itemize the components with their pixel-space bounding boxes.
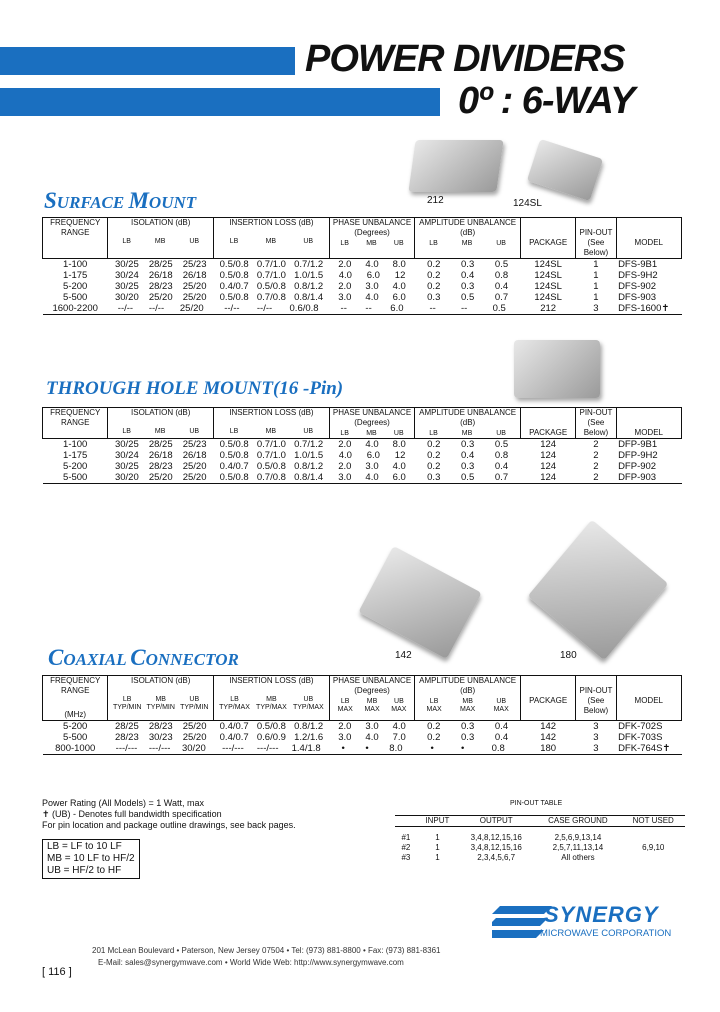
section-through-hole-mount: THROUGH HOLE MOUNT(16 -Pin) (46, 378, 344, 399)
table-cell: 0.7/1.0 (256, 259, 286, 270)
pinout-row: #1 1 3,4,8,12,15,16 2,5,6,9,13,14 (401, 833, 602, 842)
table-cell: DFS-1600✝ (618, 303, 670, 314)
table-row (43, 281, 682, 292)
table-cell: 6.0 (366, 450, 380, 461)
table-cell: 28/25 (148, 259, 173, 270)
pin-location-note: For pin location and package outline drawings, see back pages. (42, 820, 296, 830)
table-cell: 0.4/0.7 (219, 461, 249, 472)
table-cell: 0.5/0.8 (219, 450, 249, 461)
table-cell: 0.3 (461, 259, 475, 270)
notes-block (42, 798, 296, 831)
table-cell: 4.0 (392, 721, 406, 732)
table-cell: DFK-764S✝ (618, 743, 671, 754)
table-cell: 0.4 (494, 461, 509, 472)
brand-subtitle: MICROWAVE CORPORATION (540, 928, 672, 939)
table-cell: 212 (540, 303, 557, 314)
package-142-label: 142 (395, 650, 412, 661)
table-cell: 30/25 (114, 439, 139, 450)
table-cell: 25/20 (182, 461, 207, 472)
table-header-row: FREQUENCY RANGE ISOLATION (dB) LB MB UB INSERTION LOSS (dB) LB MB UB PHASE UNBALANCE (Degrees) LB MB UB AMPLITUDE UNBALANCE (dB) LB MB UB PACKAGE PIN-OUT (See Below) MODEL (43, 218, 682, 259)
table-cell: 28/23 (148, 281, 173, 292)
table-cell: 30/24 (114, 450, 139, 461)
table-cell: 12 (394, 270, 406, 281)
table-cell: 0.5/0.8 (256, 461, 286, 472)
table-cell: 2 (593, 450, 599, 461)
table-cell: DFS-9B1 (618, 259, 658, 270)
table-cell: 124 (540, 439, 557, 450)
table-cell: --/-- (256, 303, 273, 314)
table-cell: 26/18 (182, 450, 207, 461)
table-cell: 5-500 (63, 292, 88, 303)
table-cell: 0.8 (491, 743, 505, 754)
table-cell: 1-100 (63, 259, 88, 270)
table-cell: 180 (540, 743, 557, 754)
table-cell: 0.7/1.2 (294, 259, 324, 270)
table-cell: 30/20 (181, 743, 206, 754)
table-cell: DFP-9B1 (618, 439, 658, 450)
table-cell: 0.3 (427, 292, 441, 303)
table-cell: 2.0 (338, 439, 352, 450)
table-cell: 4.0 (365, 439, 379, 450)
table-row (43, 472, 682, 484)
through-hole-table: FREQUENCY RANGE ISOLATION (dB) LB MB UB INSERTION LOSS (dB) LB MB UB PHASE UNBALANCE (Degrees) LB MB UB AMPLITUDE UNBALANCE (dB) LB MB UB PACKAGE PIN-OUT (See Below) MODEL 1-100 30/25 28/25 25/23 0.5/0.8 0.7/1.0 0.7/1.2 2.0 4.0 8.0 0.2 0.3 0.5 124 2 DFP-9B1 1-175 30/24 26/18 26/18 0.5/0.8 0.7/1.0 1.0/1.5 4.0 6.0 12 0.2 0.4 0.8 124 2 DFP-9H2 5-200 30/25 28/23 25/20 0.4/0.7 0.5/0.8 0.8/1.2 2.0 3.0 4.0 0.2 0.3 0.4 124 2 DFP-902 5-500 30/20 25/20 25/20 0.5/0.8 0.7/0.8 0.8/1.4 3.0 4.0 6.0 0.3 0.5 0.7 124 2 DFP-903 (42, 407, 682, 484)
table-cell: 124 (540, 450, 557, 461)
table-row (43, 292, 682, 303)
table-cell: 1-175 (63, 270, 88, 281)
table-row (43, 450, 682, 461)
table-cell: 4.0 (392, 461, 406, 472)
header-bar-2 (0, 88, 440, 116)
table-cell: 124SL (534, 270, 562, 281)
table-cell: 0.8 (494, 450, 509, 461)
pinout-table (395, 815, 685, 863)
table-cell: ---/--- (256, 743, 279, 754)
table-cell: ---/--- (148, 743, 171, 754)
table-cell: 0.5 (492, 303, 506, 314)
table-cell: 30/20 (114, 472, 139, 483)
table-cell: 0.3 (461, 461, 475, 472)
table-cell: 124SL (534, 259, 562, 270)
table-cell: 0.3 (461, 281, 475, 292)
table-cell: 0.2 (427, 439, 441, 450)
table-cell: 25/23 (182, 259, 207, 270)
table-cell: 25/20 (148, 472, 173, 483)
table-cell: 25/20 (148, 292, 173, 303)
table-cell: DFS-9H2 (618, 270, 658, 281)
table-cell: 1.4/1.8 (291, 743, 321, 754)
table-cell: DFS-902 (618, 281, 657, 292)
table-cell: 0.4/0.7 (219, 281, 249, 292)
table-cell: 2 (593, 461, 599, 472)
table-cell: 0.2 (427, 450, 441, 461)
table-row (43, 721, 682, 733)
title-line-1: POWER DIVIDERS (305, 38, 625, 80)
table-cell: DFP-9H2 (618, 450, 658, 461)
table-cell: 30/23 (148, 732, 173, 743)
table-cell: 0.7/0.8 (256, 292, 286, 303)
table-cell: 0.3 (461, 439, 475, 450)
table-cell: 2.0 (338, 259, 352, 270)
table-cell: 25/23 (182, 439, 207, 450)
table-cell: 0.3 (461, 732, 475, 743)
table-cell: DFS-903 (618, 292, 657, 303)
pinout-table-title: PIN-OUT TABLE (510, 800, 563, 807)
table-cell: 0.2 (427, 732, 441, 743)
table-cell: 0.5/0.8 (219, 472, 249, 483)
table-cell: ---/--- (115, 743, 138, 754)
table-cell: 0.3 (427, 472, 441, 483)
section-coaxial-connector: COAXIAL CONNECTOR (48, 645, 239, 670)
table-cell: 30/20 (114, 292, 139, 303)
table-cell: 142 (540, 721, 557, 732)
table-cell: 3.0 (365, 281, 379, 292)
table-cell: 0.5/0.8 (219, 439, 249, 450)
table-cell: 4.0 (338, 450, 352, 461)
table-cell: 5-500 (63, 472, 88, 483)
table-cell: 0.8/1.2 (294, 721, 324, 732)
table-cell: 0.4/0.7 (219, 732, 249, 743)
table-cell: 2.0 (338, 721, 352, 732)
table-cell: 0.5/0.8 (219, 259, 249, 270)
table-cell: 0.2 (427, 259, 441, 270)
table-cell: 0.2 (427, 721, 441, 732)
table-cell: 0.7/0.8 (256, 472, 286, 483)
table-cell: 25/20 (182, 721, 207, 732)
coaxial-connector-table: FREQUENCY RANGE (MHz) ISOLATION (dB) LB TYP/MIN MB TYP/MIN UB TYP/MIN INSERTION LOSS (dB) LB TYP/MAX MB TYP/MAX UB TYP/MAX PHASE UNBALANCE (Degrees) LB MAX MB MAX UB MAX AMPLITUDE UNBALANCE (dB) LB MAX MB MAX UB MAX PACKAGE PIN-OUT (See Below) MODEL 5-200 28/25 28/23 25/20 0.4/0.7 0.5/0.8 0.8/1.2 2.0 3.0 4.0 0.2 0.3 0.4 142 3 DFK-702S 5-500 28/23 30/23 25/20 0.4/0.7 0.6/0.9 1.2/1.6 3.0 4.0 7.0 0.2 0.3 0.4 142 3 DFK-703S 800-1000 ---/--- ---/--- 30/20 ---/--- ---/--- 1.4/1.8 • • 8.0 • • 0.8 180 3 DFK-764S✝ (42, 675, 682, 755)
table-cell: 0.7/1.0 (256, 270, 286, 281)
table-cell: 124SL (534, 281, 562, 292)
table-cell: 1.0/1.5 (294, 450, 324, 461)
table-cell: 5-200 (63, 281, 88, 292)
table-cell: 26/18 (148, 450, 173, 461)
package-124sl-label: 124SL (513, 198, 542, 209)
table-cell: 3 (593, 303, 599, 314)
table-cell: 0.7 (494, 292, 509, 303)
table-cell: 0.2 (427, 281, 441, 292)
table-cell: 3.0 (338, 292, 352, 303)
table-cell: 28/25 (114, 721, 139, 732)
table-cell: 6.0 (392, 472, 406, 483)
table-cell: 1 (593, 292, 599, 303)
table-cell: 6.0 (390, 303, 404, 314)
table-cell: 0.4 (494, 721, 509, 732)
table-cell: 0.4 (494, 732, 509, 743)
table-cell: 1 (593, 270, 599, 281)
table-cell: DFP-902 (618, 461, 657, 472)
table-cell: 5-500 (63, 732, 88, 743)
table-cell: 30/24 (114, 270, 139, 281)
table-cell: 0.7/1.2 (294, 439, 324, 450)
pinout-row: #2 1 3,4,8,12,15,16 2,5,7,11,13,14 6,9,10 (401, 843, 665, 852)
table-row (43, 270, 682, 281)
table-cell: 7.0 (392, 732, 406, 743)
table-cell: 25/20 (182, 472, 207, 483)
table-cell: 3.0 (338, 732, 352, 743)
page-number: [ 116 ] (42, 966, 72, 978)
table-cell: 0.6/0.8 (289, 303, 319, 314)
table-cell: 26/18 (148, 270, 173, 281)
table-cell: 0.8/1.4 (294, 292, 324, 303)
table-cell: 0.7 (494, 472, 509, 483)
table-cell: 1.2/1.6 (294, 732, 324, 743)
table-cell: • (365, 743, 369, 754)
table-cell: 0.7/1.0 (256, 450, 286, 461)
table-cell: 3 (593, 721, 599, 732)
table-cell: ---/--- (222, 743, 244, 754)
table-row (43, 743, 682, 755)
table-cell: 3 (593, 732, 599, 743)
table-cell: 4.0 (365, 472, 379, 483)
table-cell: 3.0 (338, 472, 352, 483)
table-cell: 8.0 (392, 259, 406, 270)
table-cell: 4.0 (392, 281, 406, 292)
package-212-photo (408, 140, 503, 192)
table-cell: 3.0 (365, 721, 379, 732)
table-cell: 2 (593, 439, 599, 450)
section-surface-mount: SURFACE MOUNT (44, 188, 197, 213)
table-cell: 0.5/0.8 (256, 721, 286, 732)
table-cell: DFP-903 (618, 472, 657, 483)
table-cell: 5-200 (63, 461, 88, 472)
table-cell: 1600-2200 (52, 303, 98, 314)
table-cell: 1-100 (63, 439, 88, 450)
table-cell: 0.6/0.9 (256, 732, 286, 743)
pinout-row: #3 1 2,3,4,5,6,7 All others (401, 853, 595, 862)
table-cell: -- (365, 303, 372, 314)
band-legend: LB = LF to 10 LF MB = 10 LF to HF/2 UB = HF/2 to HF (42, 839, 140, 879)
table-cell: 0.5 (494, 259, 509, 270)
table-row (43, 461, 682, 472)
table-cell: 28/23 (148, 721, 173, 732)
table-cell: 124 (540, 472, 557, 483)
table-cell: 28/23 (148, 461, 173, 472)
table-cell: DFK-702S (618, 721, 663, 732)
table-cell: 142 (540, 732, 557, 743)
table-cell: 4.0 (365, 259, 379, 270)
table-row (43, 732, 682, 743)
table-cell: 1.0/1.5 (294, 270, 324, 281)
table-cell: 28/25 (148, 439, 173, 450)
table-cell: 0.8 (494, 270, 509, 281)
table-cell: 0.8/1.2 (294, 461, 324, 472)
table-cell: 124 (540, 461, 557, 472)
table-cell: 30/25 (114, 259, 139, 270)
table-cell: 30/25 (114, 461, 139, 472)
table-cell: 12 (394, 450, 406, 461)
table-cell: -- (461, 303, 468, 314)
table-cell: --/-- (117, 303, 134, 314)
table-cell: 1 (593, 281, 599, 292)
table-cell: -- (429, 303, 436, 314)
table-row (43, 439, 682, 451)
table-cell: 124SL (534, 292, 562, 303)
table-cell: 2.0 (338, 461, 352, 472)
table-cell: 0.5 (461, 472, 475, 483)
table-cell: --/-- (148, 303, 165, 314)
table-cell: 0.2 (427, 461, 441, 472)
header-bar-1 (0, 47, 295, 75)
table-cell: 0.5 (461, 292, 475, 303)
table-row (43, 259, 682, 271)
table-cell: 4.0 (365, 732, 379, 743)
table-cell: 0.5/0.8 (219, 270, 249, 281)
table-cell: 0.4 (461, 270, 475, 281)
package-124-photo (514, 340, 600, 398)
table-cell: 3.0 (365, 461, 379, 472)
table-cell: 2 (593, 472, 599, 483)
table-cell: 800-1000 (55, 743, 96, 754)
table-cell: 4.0 (365, 292, 379, 303)
table-cell: 28/23 (114, 732, 139, 743)
table-cell: 2.0 (338, 281, 352, 292)
table-cell: 25/20 (182, 292, 207, 303)
table-cell: • (341, 743, 345, 754)
table-cell: 8.0 (392, 439, 406, 450)
table-cell: 0.8/1.2 (294, 281, 324, 292)
table-cell: 25/20 (182, 732, 207, 743)
table-cell: 0.4 (461, 450, 475, 461)
table-cell: 0.2 (427, 270, 441, 281)
table-cell: DFK-703S (618, 732, 663, 743)
table-cell: 0.3 (461, 721, 475, 732)
package-124sl-photo (527, 139, 603, 201)
ub-note: ✝ (UB) - Denotes full bandwidth specification (42, 809, 222, 819)
table-cell: -- (340, 303, 347, 314)
surface-mount-table (42, 217, 682, 315)
table-cell: • (461, 743, 465, 754)
table-cell: 0.8/1.4 (294, 472, 324, 483)
title-line-2: 0º : 6-WAY (458, 80, 635, 122)
synergy-logo (492, 904, 672, 940)
table-cell: 4.0 (338, 270, 352, 281)
table-cell: 5-200 (63, 721, 88, 732)
table-cell: 0.4/0.7 (219, 721, 249, 732)
table-cell: 3 (593, 743, 599, 754)
footer-address: 201 McLean Boulevard • Paterson, New Jersey 07504 • Tel: (973) 881-8800 • Fax: (973) 881-8361 (92, 946, 441, 955)
brand-name: SYNERGY (544, 902, 659, 927)
power-rating-note: Power Rating (All Models) = 1 Watt, max (42, 798, 204, 808)
table-cell: 0.5/0.8 (219, 292, 249, 303)
table-row (43, 303, 682, 315)
pinout-header-row: INPUT OUTPUT CASE GROUND NOT USED (395, 816, 685, 827)
table-cell: 26/18 (182, 270, 207, 281)
table-cell: 1 (593, 259, 599, 270)
table-cell: 25/20 (179, 303, 204, 314)
footer-web: E-Mail: sales@synergymwave.com • World Wide Web: http://www.synergymwave.com (98, 958, 404, 967)
table-cell: • (430, 743, 434, 754)
table-cell: 0.5 (494, 439, 509, 450)
table-cell: 1-175 (63, 450, 88, 461)
package-142-photo (358, 546, 482, 659)
package-180-photo (528, 520, 669, 661)
table-cell: 8.0 (389, 743, 403, 754)
table-cell: --/-- (224, 303, 240, 314)
table-cell: 0.4 (494, 281, 509, 292)
table-cell: 6.0 (392, 292, 406, 303)
table-cell: 0.5/0.8 (256, 281, 286, 292)
package-180-label: 180 (560, 650, 577, 661)
table-cell: 0.7/1.0 (256, 439, 286, 450)
package-212-label: 212 (427, 195, 444, 206)
table-cell: 6.0 (366, 270, 380, 281)
table-cell: 30/25 (114, 281, 139, 292)
table-cell: 25/20 (182, 281, 207, 292)
